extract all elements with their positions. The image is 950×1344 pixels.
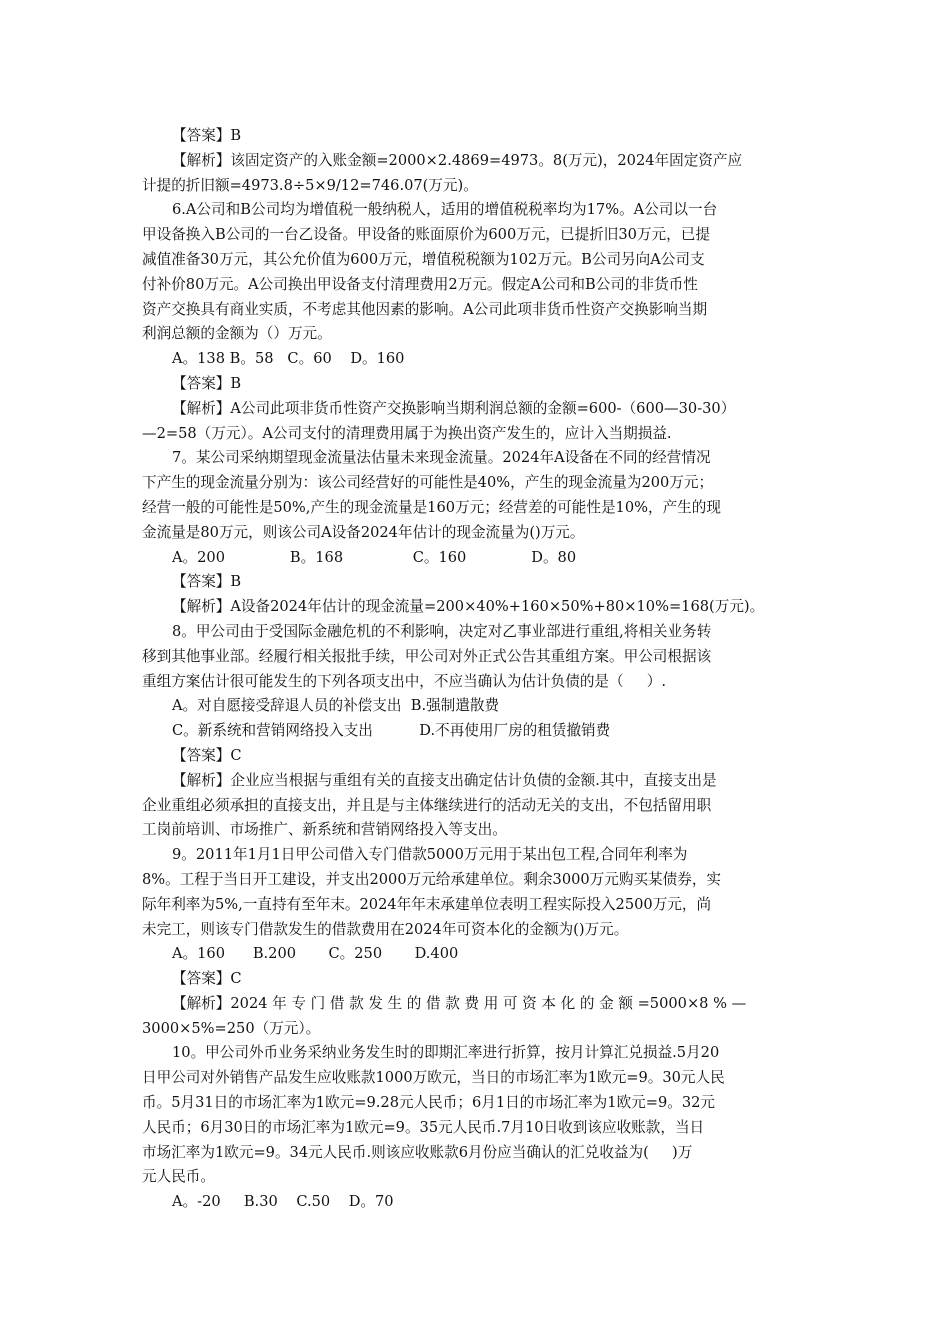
text-line: 【解析】该固定资产的入账金额=2000×2.4869=4973。8(万元)，2024年固定资产应	[172, 151, 743, 169]
text-line: A。200 B。168 C。160 D。80	[172, 548, 577, 566]
text-line: 10。甲公司外币业务采纳业务发生时的即期汇率进行折算，按月计算汇兑损益.5月20	[172, 1044, 720, 1062]
text-line: 【解析】A设备2024年估计的现金流量=200×40%+160×50%+80×10%=168(万元)。	[172, 598, 765, 616]
text-line: 利润总额的金额为（）万元。	[142, 325, 332, 343]
text-line: 下产生的现金流量分别为：该公司经营好的可能性是40%，产生的现金流量为200万元；	[142, 474, 714, 492]
text-line: 8%。工程于当日开工建设，并支出2000万元给承建单位。剩余3000万元购买某债券，实	[142, 870, 722, 888]
text-line: 币。5月31日的市场汇率为1欧元=9.28元人民币；6月1日的市场汇率为1欧元=9。32元	[142, 1094, 716, 1112]
text-line: 企业重组必须承担的直接支出，并且是与主体继续进行的活动无关的支出，不包括留用职	[142, 796, 712, 814]
text-line: 【解析】A公司此项非货币性资产交换影响当期利润总额的金额=600-（600—30-30）	[172, 399, 736, 417]
text-line: A。-20 B.30 C.50 D。70	[172, 1193, 394, 1211]
text-line: 3000×5%=250（万元）。	[142, 1019, 321, 1037]
text-line: —2=58（万元）。A公司支付的清理费用属于为换出资产发生的，应计入当期损益.	[142, 424, 672, 442]
text-line: 【解析】2024 年 专 门 借 款 发 生 的 借 款 费 用 可 资 本 化 的 金 额 =5000×8 % —	[172, 994, 747, 1012]
text-line: A。对自愿接受辞退人员的补偿支出 B.强制遣散费	[172, 697, 500, 715]
text-line: 【答案】B	[172, 127, 242, 144]
text-line: 9。2011年1月1日甲公司借入专门借款5000万元用于某出包工程,合同年利率为	[172, 846, 688, 864]
text-line: 经营一般的可能性是50%,产生的现金流量是160万元；经营差的可能性是10%，产生的现	[142, 498, 721, 516]
text-line: A。138 B。58 C。60 D。160	[172, 350, 405, 368]
text-line: 市场汇率为1欧元=9。34元人民币.则该应收账款6月份应当确认的汇兑收益为( )万	[142, 1143, 693, 1161]
text-line: 日甲公司对外销售产品发生应收账款1000万欧元，当日的市场汇率为1欧元=9。30元人民	[142, 1069, 725, 1087]
text-line: 6.A公司和B公司均为增值税一般纳税人，适用的增值税税率均为17%。A公司以一台	[172, 201, 718, 219]
text-line: 【答案】C	[172, 970, 242, 988]
text-line: 工岗前培训、市场推广、新系统和营销网络投入等支出。	[142, 821, 507, 839]
text-line: C。新系统和营销网络投入支出 D.不再使用厂房的租赁撤销费	[172, 722, 611, 740]
text-line: 减值准备30万元，其公允价值为600万元，增值税税额为102万元。B公司另向A公司支	[142, 250, 705, 268]
text-line: 7。某公司采纳期望现金流量法估量未来现金流量。2024年A设备在不同的经营情况	[172, 449, 711, 467]
text-line: 付补价80万元。A公司换出甲设备支付清理费用2万元。假定A公司和B公司的非货币性	[142, 275, 698, 293]
text-line: 重组方案估计很可能发生的下列各项支出中，不应当确认为估计负债的是（ ）.	[142, 672, 667, 690]
text-line: 未完工，则该专门借款发生的借款费用在2024年可资本化的金额为()万元。	[142, 920, 629, 938]
text-line: 元人民币。	[142, 1168, 215, 1186]
text-line: 计提的折旧额=4973.8÷5×9/12=746.07(万元)。	[142, 176, 478, 194]
text-line: 【答案】C	[172, 746, 242, 764]
document-page	[142, 124, 810, 1215]
text-line: 【答案】B	[172, 573, 242, 591]
text-line: 人民币；6月30日的市场汇率为1欧元=9。35元人民币.7月10日收到该应收账款，当日	[142, 1118, 705, 1136]
text-line: 移到其他事业部。经履行相关报批手续，甲公司对外正式公告其重组方案。甲公司根据该	[142, 647, 712, 665]
text-line: 8。甲公司由于受国际金融危机的不利影响，决定对乙事业部进行重组,将相关业务转	[172, 622, 712, 640]
text-line: 际年利率为5%,一直持有至年末。2024年年末承建单位表明工程实际投入2500万元，尚	[142, 895, 712, 913]
text-line: A。160 B.200 C。250 D.400	[172, 945, 459, 963]
text-line: 【答案】B	[172, 374, 242, 392]
text-line: 甲设备换入B公司的一台乙设备。甲设备的账面原价为600万元，已提折旧30万元，已提	[142, 226, 710, 244]
text-line: 资产交换具有商业实质，不考虑其他因素的影响。A公司此项非货币性资产交换影响当期	[142, 300, 708, 318]
text-line: 【解析】企业应当根据与重组有关的直接支出确定估计负债的金额.其中，直接支出是	[172, 771, 717, 789]
text-line: 金流量是80万元，则该公司A设备2024年估计的现金流量为()万元。	[142, 523, 585, 541]
